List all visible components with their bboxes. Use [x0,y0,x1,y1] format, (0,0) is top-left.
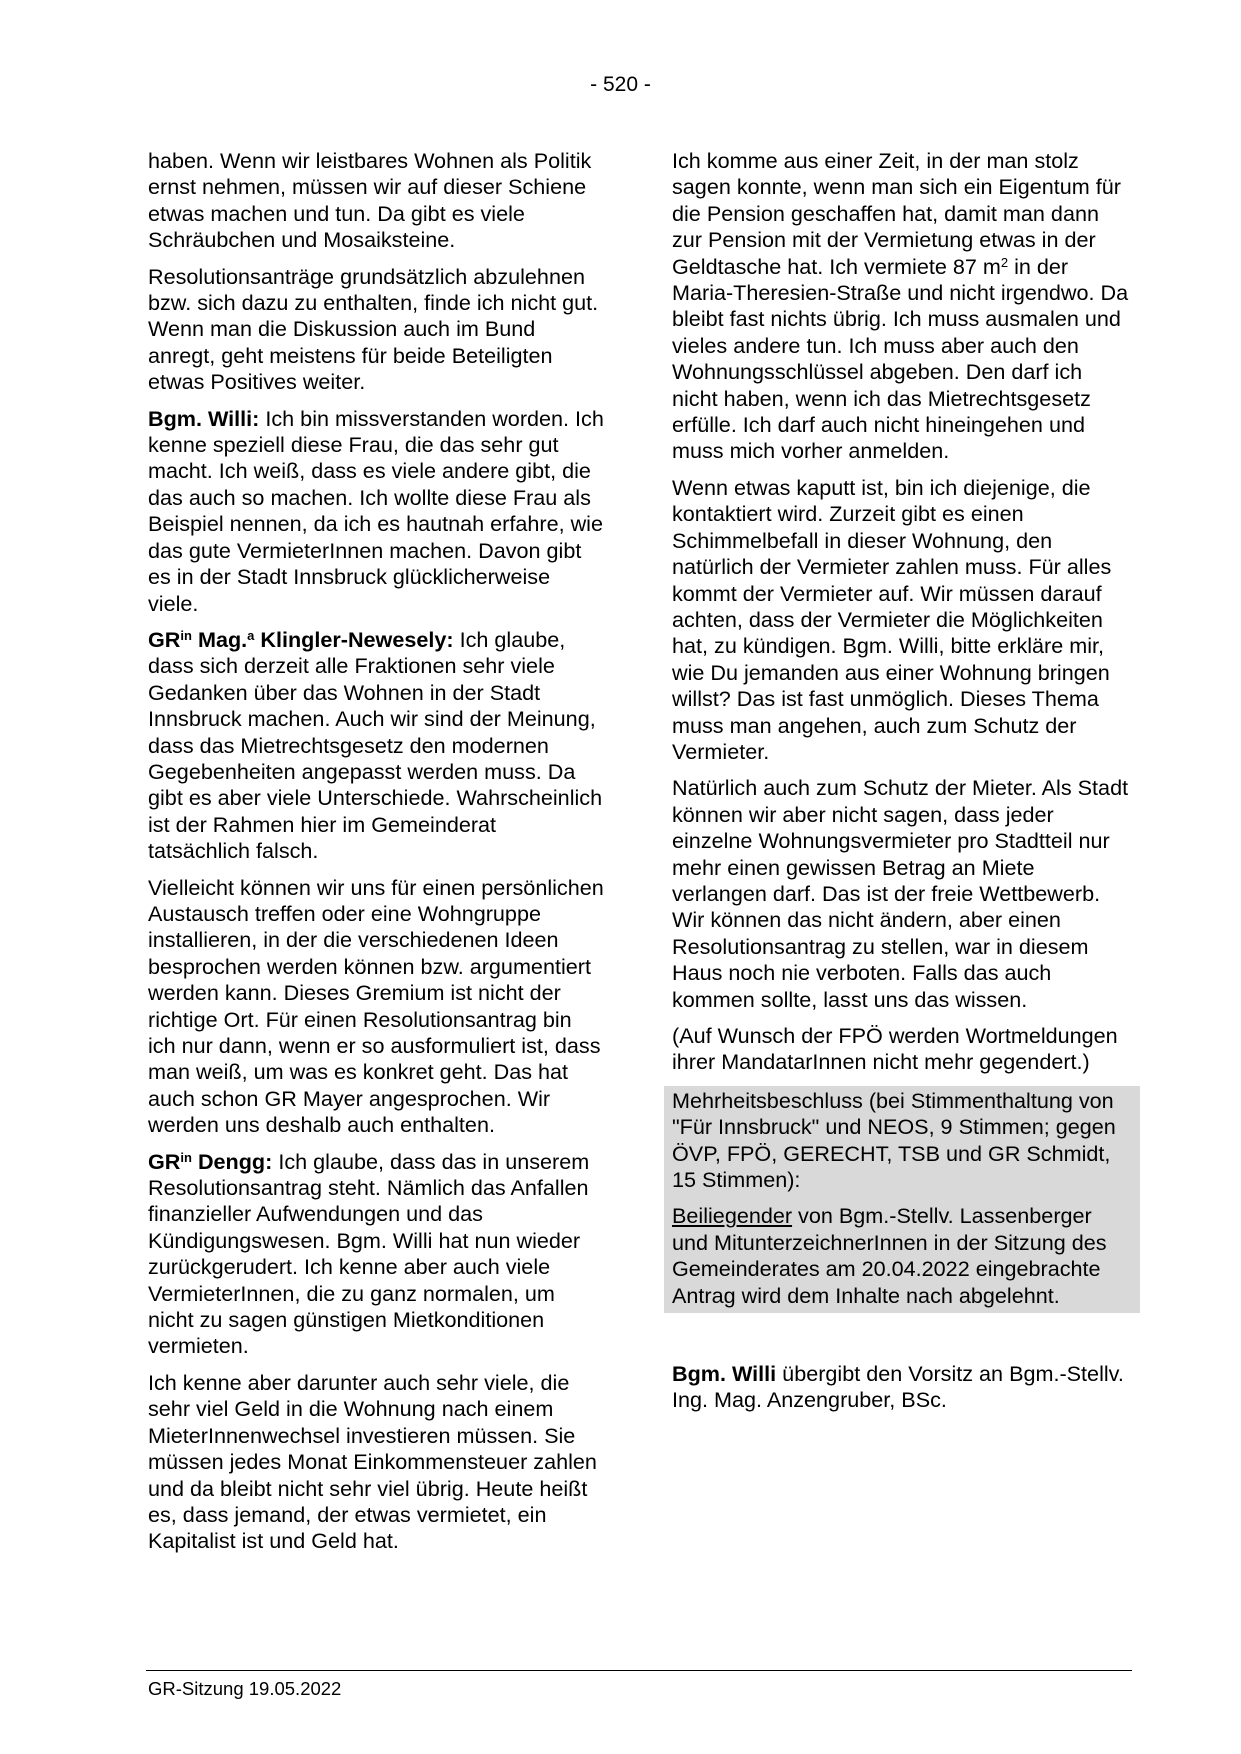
speaker-dengg: $GR^{in}$ Dengg: [148,1148,273,1174]
right-paragraph-4: (Auf Wunsch der FPÖ werden Wortmeldungen ihrer MandatarInnen nicht mehr gegendert.) [672,1023,1118,1075]
statement-klingler-newesely: Ich glaube, dass sich derzeit alle Fraktionen sehr viele Gedanken über das Wohnen in der Stadt Innsbruck machen. Auch wir sind der Meinung, dass das Mietrechtsgesetz den modernen Gegebenheiten angepasst werden muss. Da gibt es aber viele Unterschiede. Wahrscheinlich ist der Rahmen hier im Gemeinderat tatsächlich falsch. [148,626,603,864]
decision-result: Beiliegender von Bgm.-Stellv. Lassenberger und MitunterzeichnerInnen in der Sitzung des Gemeinderates am 20.04.2022 eingebrachte Antrag wird dem Inhalte nach abgelehnt. [672,1203,1107,1308]
right-paragraph-3: Natürlich auch zum Schutz der Mieter. Als Stadt können wir aber nicht sagen, dass jeder einzelne Wohnungsvermieter pro Stadtteil nur mehr einen gewissen Betrag an Miete verlangen darf. Das ist der freie Wettbewerb. Wir können das nicht ändern, aber einen Resolutionsantrag zu stellen, war in diesem Haus noch nie verboten. Falls das auch kommen sollte, lasst uns das wissen. [672,775,1129,1012]
left-paragraph-3 [148,406,604,617]
right-paragraph-2: Wenn etwas kaputt ist, bin ich diejenige, die kontaktiert wird. Zurzeit gibt es einen Schimmelbefall in dieser Wohnung, den natürlich der Vermieter zahlen muss. Für alles kommt der Vermieter auf. Wir müssen darauf achten, dass der Vermieter die Möglichkeiten hat, zu kündigen. Bgm. Willi, bitte erkläre mir, wie Du jemanden aus einer Wohnung bringen willst? Das ist fast unmöglich. Dieses Thema muss man angehen, auch zum Schutz der Vermieter. [672,474,1112,764]
left-paragraph-7: Ich kenne aber darunter auch sehr viele, die sehr viel Geld in die Wohnung nach einem MieterInnenwechsel investieren müssen. Sie müssen jedes Monat Einkommensteuer zahlen und da bleibt nicht sehr viel übrig. Heute heißt es, dass jemand, der etwas vermietet, ein Kapitalist ist und Geld hat. [148,1369,597,1554]
left-paragraph-4 [148,627,604,865]
speaker-klingler-newesely: $GR^{in}$ Mag.$^a$ Klingler-Newesely: [148,626,454,652]
page-number: - 520 - [590,73,651,96]
decision-box [664,1086,1140,1313]
left-paragraph-1: haben. Wenn wir leistbares Wohnen als Politik ernst nehmen, müssen wir auf dieser Schiene etwas machen und tun. Da gibt es viele Schräubchen und Mosaiksteine. [148,148,592,253]
decision-underlined-word: Beiliegender [672,1203,793,1229]
left-paragraph-2: Resolutionsanträge grundsätzlich abzulehnen bzw. sich dazu zu enthalten, finde ich nicht gut. Wenn man die Diskussion auch im Bund anregt, geht meistens für beide Beteiligten etwas Positives weiter. [148,263,599,395]
left-paragraph-6 [148,1149,604,1360]
footer-session-date: GR-Sitzung 19.05.2022 [148,1678,342,1699]
footer-divider [146,1670,1132,1671]
right-column [672,148,1132,1424]
speaker-willi-handover: Bgm. Willi [672,1361,777,1387]
speaker-willi: Bgm. Willi: [148,405,260,431]
chair-handover: Bgm. Willi übergibt den Vorsitz an Bgm.-Stellv. Ing. Mag. Anzengruber, BSc. [672,1361,1124,1413]
right-paragraph-1: Ich komme aus einer Zeit, in der man stolz sagen konnte, wenn man sich ein Eigentum für die Pension geschaffen hat, damit man dann zur Pension mit der Vermietung etwas in der Geldtasche hat. Ich vermiete 87 $m^2$ in der Maria-Theresien-Straße und nicht irgendwo. Da bleibt fast nichts übrig. Ich muss ausmalen und vieles andere tun. Ich muss aber auch den Wohnungsschlüssel abgeben. Den darf ich nicht haben, wenn ich das Mietrechtsgesetz erfülle. Ich darf auch nicht hineingehen und muss mich vorher anmelden. [672,148,1129,464]
left-column [148,148,604,1565]
statement-willi: Ich bin missverstanden worden. Ich kenne speziell diese Frau, die das sehr gut macht. Ich weiß, dass es viele andere gibt, die das auch so machen. Ich wollte diese Frau als Beispiel nennen, da ich es hautnah erfahre, wie das gute VermieterInnen machen. Davon gibt es in der Stadt Innsbruck glücklicherweise viele. [148,405,604,616]
decision-vote: Mehrheitsbeschluss (bei Stimmenthaltung von "Für Innsbruck" und NEOS, 9 Stimmen; gegen ÖVP, FPÖ, GERECHT, TSB und GR Schmidt, 15 Stimmen): [672,1087,1116,1193]
statement-dengg: Ich glaube, dass das in unserem Resolutionsantrag steht. Nämlich das Anfallen finanzieller Aufwendungen und das Kündigungswesen. Bgm. Willi hat nun wieder zurückgerudert. Ich kenne aber auch viele VermieterInnen, die zu ganz normalen, um nicht zu sagen günstigen Mietkonditionen vermieten. [148,1148,590,1359]
left-paragraph-5: Vielleicht können wir uns für einen persönlichen Austausch treffen oder eine Wohngruppe installieren, in der die verschiedenen Ideen besprochen werden können bzw. argumentiert werden kann. Dieses Gremium ist nicht der richtige Ort. Für einen Resolutionsantrag bin ich nur dann, wenn er so ausformuliert ist, dass man weiß, um was es konkret geht. Das hat auch schon GR Mayer angesprochen. Wir werden uns deshalb auch enthalten. [148,874,604,1138]
